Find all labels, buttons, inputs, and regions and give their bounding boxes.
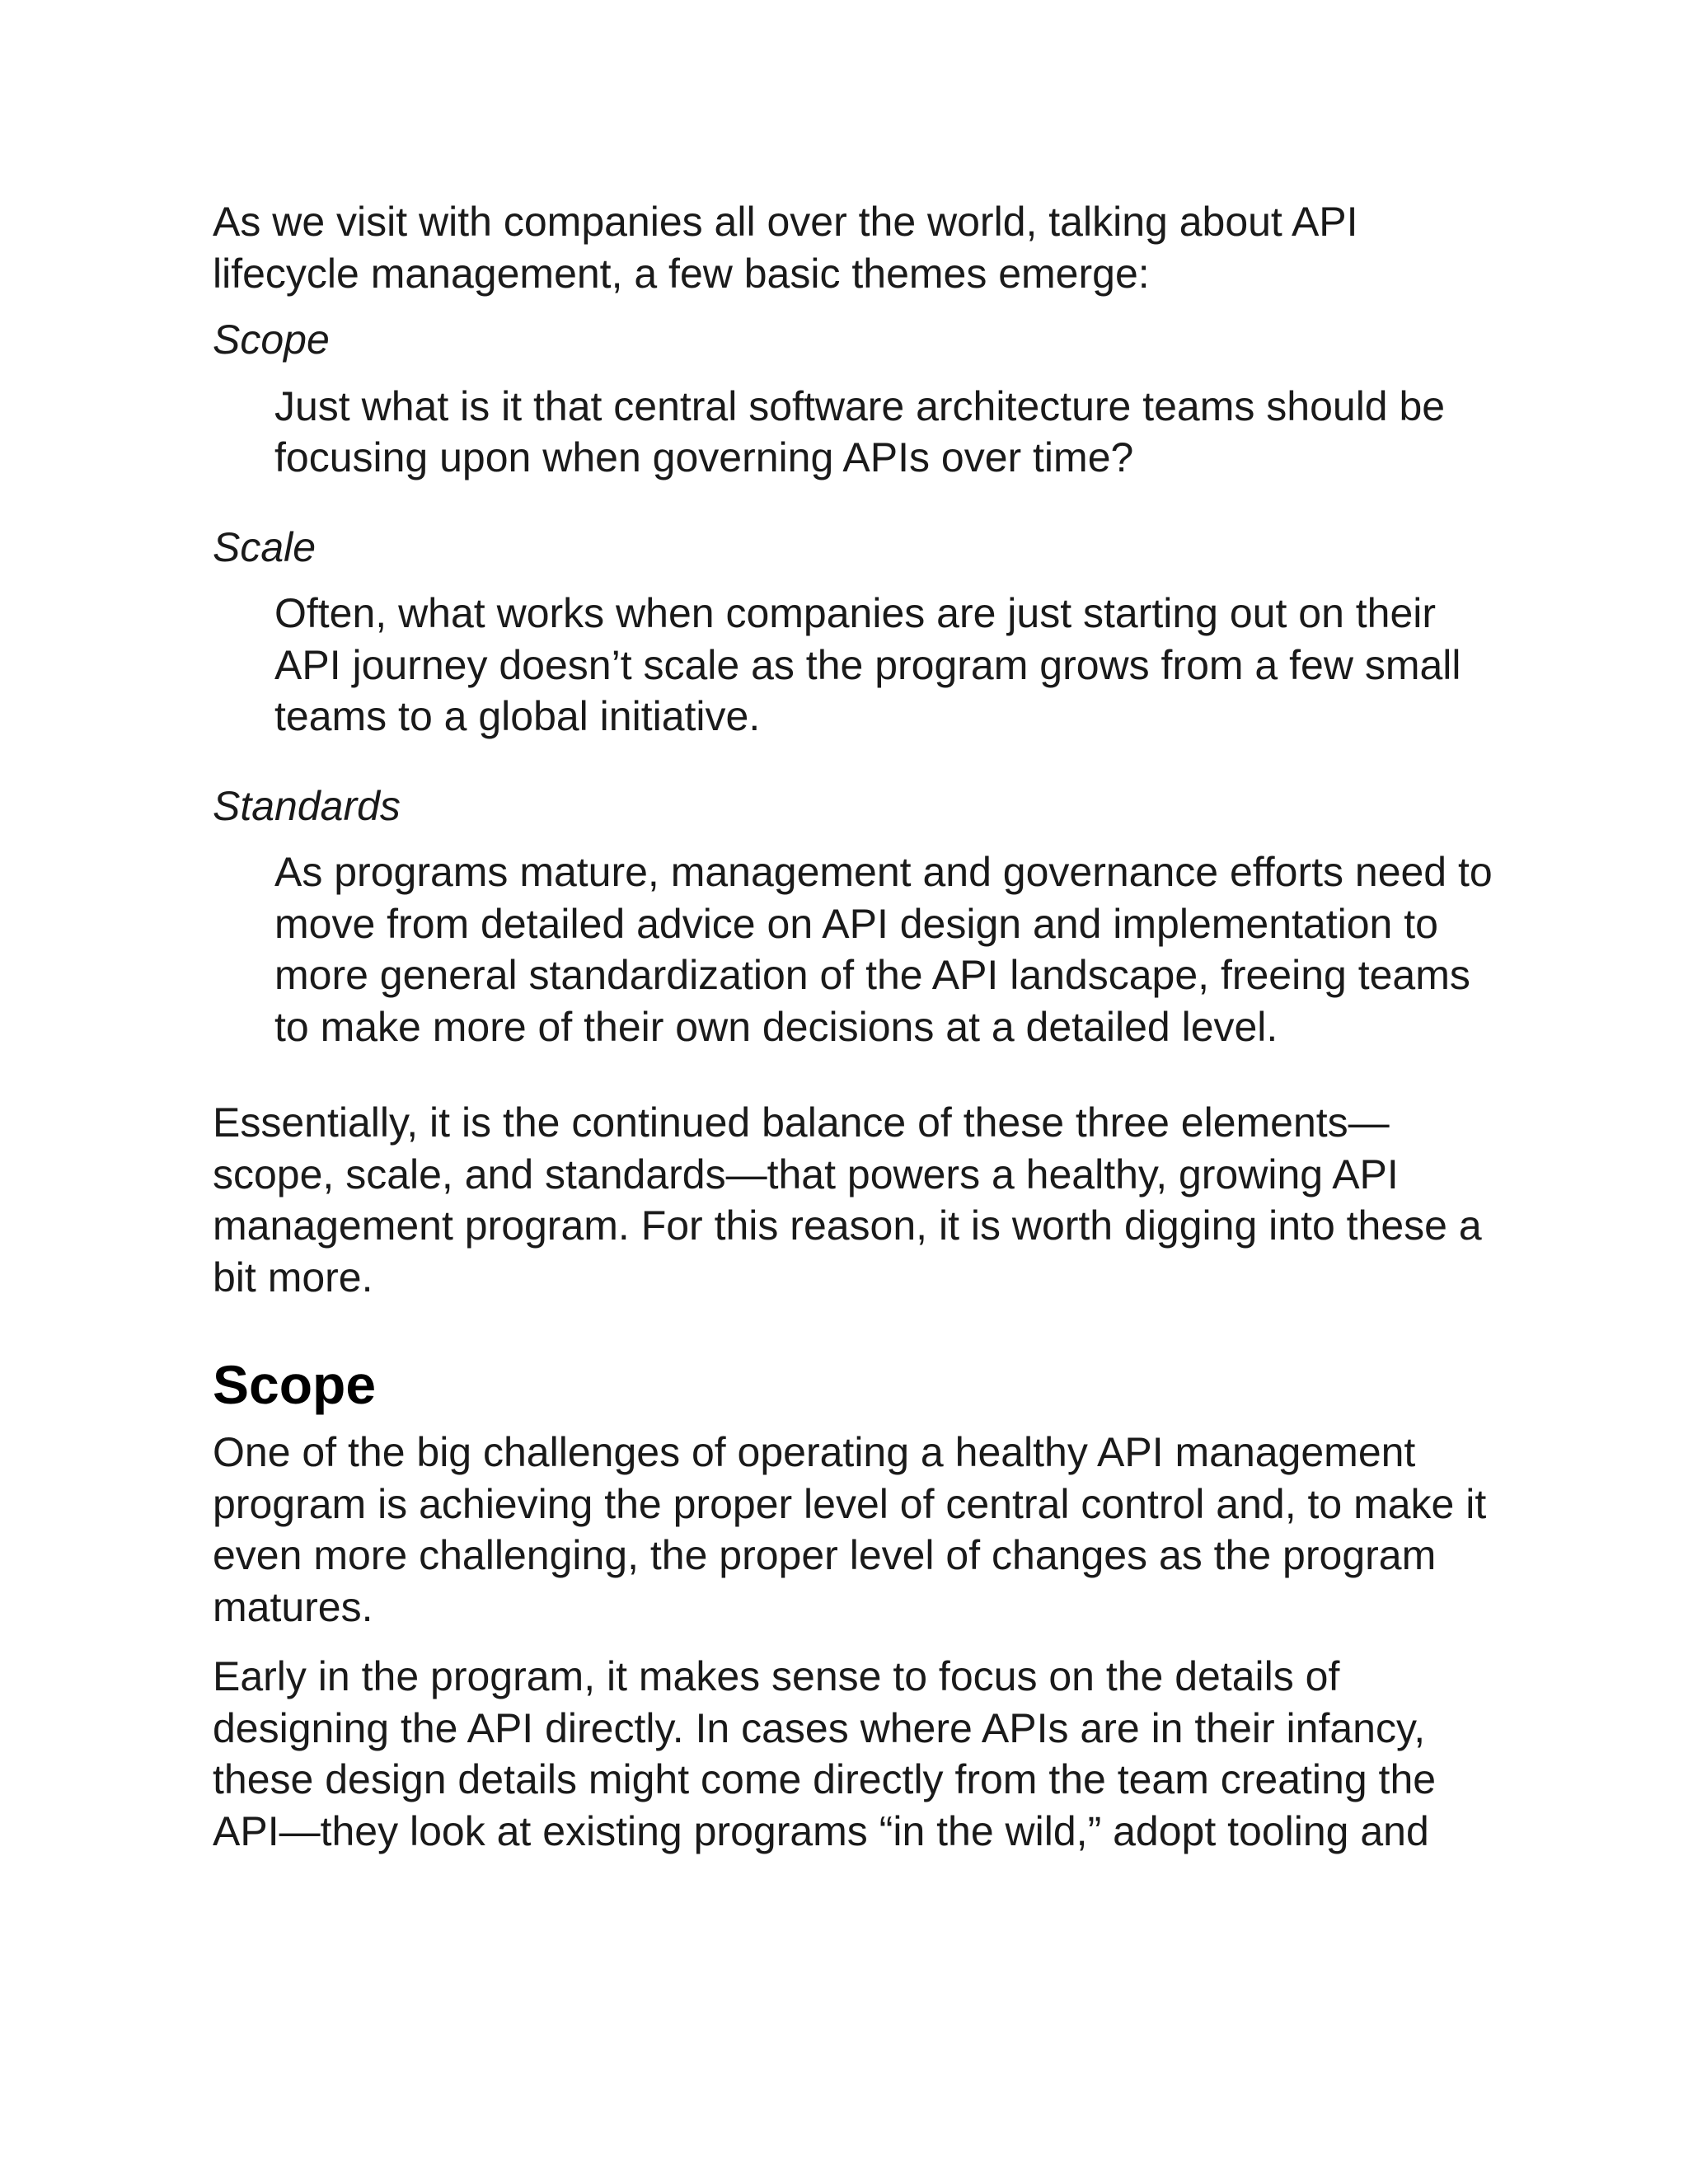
theme-term: Scale (213, 523, 316, 570)
section-paragraph: One of the big challenges of operating a healthy API management program is achieving the proper level of central control and, to make it even more challenging, the proper level of changes as the program matures. (213, 1429, 1487, 1630)
theme-item-scale (213, 522, 1498, 743)
page-content (213, 196, 1498, 1857)
theme-term: Standards (213, 782, 401, 829)
intro-paragraph: As we visit with companies all over the world, talking about API lifecycle management, a few basic themes emerge: (213, 199, 1358, 297)
theme-item-standards (213, 780, 1498, 1053)
section-heading: Scope (213, 1354, 377, 1415)
theme-term: Scope (213, 316, 330, 363)
themes-list (213, 314, 1498, 1052)
theme-item-scope (213, 314, 1498, 484)
theme-definition: Just what is it that central software architecture teams should be focusing upon when governing APIs over time? (274, 382, 1446, 480)
theme-definition: Often, what works when companies are just starting out on their API journey doesn’t scale as the program grows from a few small teams to a global initiative. (274, 590, 1461, 739)
summary-paragraph: Essentially, it is the continued balance of these three elements—scope, scale, and standards—that powers a healthy, growing API management program. For this reason, it is worth digging into these a bit more. (213, 1099, 1482, 1301)
section-paragraph: Early in the program, it makes sense to focus on the details of designing the API directly. In cases where APIs are in their infancy, these design details might come directly from the team creating the API—they look at existing programs “in the wild,” adopt tooling and (213, 1653, 1437, 1854)
theme-definition: As programs mature, management and governance efforts need to move from detailed advice on API design and implementation to more general standardization of the API landscape, freeing teams to make more of their own decisions at a detailed level. (274, 849, 1493, 1050)
